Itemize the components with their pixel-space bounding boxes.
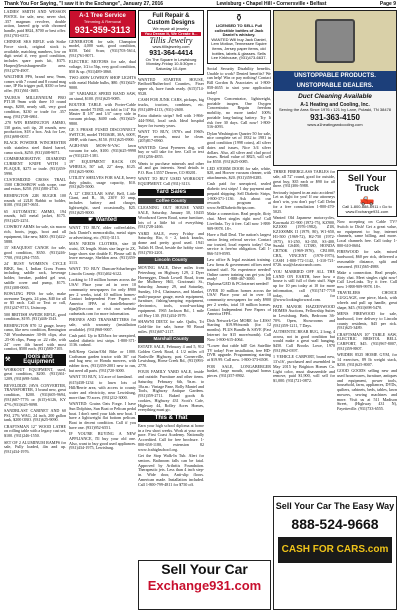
classified-ad: CUSTOMIZED CROSS TRAIL 1500 CROSSBOW with scope, case and extras, $250. (931)580-2730. [4,176,66,192]
licensed-ad[interactable]: ⚱ LICENSED TO SELL Full collectible bottles of Jack Daniel's whiskey. WANTED Will buy Jack Daniel, Lem Motlow, Tennessee Squire items, Jersey paper items, old bottles, labels & glasses. Sells Lee Kirkhouse, (931)473-6637. [207,10,271,64]
classified-ad: 19" EQUIPMENT RACK ON WHEELS, 50" tall, 22" deep, $125. (931)625-9090. [69,159,136,174]
classified-ad: Make a connection. Real people, flirty chat. Meet singles right now! Call LiveLinks. Try it free. Call now 1-888-909-9978. 18+. [337,269,397,290]
classified-ad: OVER 10 million homes across the USA! Place your ad in over 10 community newspapers for only $900 per 2 weeks, total 10 million homes. Contact Independent Free Papers of America IFPA. [207,287,271,317]
classified-ad: CRAFTSMAN 12" WOOD LATHE on rolling table with a legacy cast set, $100. (931)246-1550. [4,423,66,439]
classified-ad: WANT TO BUY Duncan-Scharberger Lincoln County. (931)462-6122. [69,266,136,277]
classified-ad: MOVING SALE, Drive miles from Petersburg on Highway 129, 2 Dyer Hoenegger, Dinah Lowell Road, from the Mulberry Hill, Cincinnati St., Saturday, January 29, and Saturday, Sunday, 10-4, Chainsaws, and blanket, multi-purpose gauge, mesh equipment, furniture, fishing/camping equipment, electronics, tools, wood-working equipment. 1965 Jackson Rd., 1 mile off Hwy 130. (931)434-1979. [138,265,204,318]
classified-ad: CHINESE SKS RIFLE with Strike Force stock, original stock is available, matching numbers, low on digit serial #, very good condition, includes spare parts kit, $375. Harper@lewisburgenville area. (931)270-4907. [4,39,66,73]
classified-ad: 24' BUSY WOMEN'S CYCLE BIKE, 6nr, I, Indian Cross Forms including saddle rack, beverage holder, breaker, padded gel seat, saddle cover and pump, $175. (931)308-0065. [4,260,66,290]
classified-ad: WANT TO BUY, 1/2 acre of farmland. [69,374,133,380]
classified-ad: WANT TO BUY USED WORKOUT EQUIPMENT. Call (931)-3113. [138,176,204,187]
classified-ad: 500 BRITISH SWEDE RIFLE, good condition, $195. (931)446-1543. [4,311,66,322]
classified-ad: MAN NEEDS CLOTHES, size 38 waist, 3X length. Shirts size large to 2X, large shoes size double E. Please call & leave message, Sheldon area. (931)359-3113. [69,241,136,266]
classified-ad: LADIES' SMITH AND WESSON PISTOL for sale, new, never shot, .357 magnum revolver, double action, lasered grip with chromed handle, paid $824, $700 or best offer. (931)703-6372. [4,10,66,38]
classified-ad: CLEANING OUT HOUSE YARD SALE, Saturday, January 30, 10435 Woodward Green Road, some furniture, lots of a little bit of everything. (931)728-2466. [138,205,204,230]
classified-ad: COMMEMORATIVE DIAMOND CURRENT KNIFE WITH 1 PLAQUE, $275 or trade. (931)359-5990. [4,156,66,176]
truck-icon: 🛻 [359,192,375,206]
classified-ad: AUTHENTIC BEAR RUG, 2 long, 4 across, not in good condition but would make a great wall hanging, $450. Call Brooks Lowe, 1970 (931)962-0397. [273,328,335,353]
wrench-icon: ⚒ [5,356,11,363]
jewelry-ad[interactable]: Full Repair & Custom Designs We repair all jewelry. You Dream It, We Create It... Tillis Jewelry www.tillisjewelry.com 931-364-4414 On The Square in Lewisburg Monday-Friday 10-5:30pm • Saturday 10-4pm [138,10,204,75]
cash-for-cars-logo: CASH FOR CARS.com [278,537,392,563]
classified-ad: 10" VARIABLE SPEED BAND SAW, on stand, $100. (931)625-9085. [69,90,136,101]
classified-ad: BLACK POWDER WINCHESTER with stainless steel fluted barrel, camo stock, $250. (931)308-9071. [4,140,66,155]
classified-ad: Get the Stop Walk-In Tub. Alert for seniors. Bathroom falls can be fatal. Approved by Arthritis Foundation. Therapeutic jets. Less than 4 inch step-in. Wide door, Anti-slip floors. American made. Installation included. Call 1-800-799-4811 for $750 off. [138,453,204,487]
classified-ad: REMINGTON 870 12 gauge, heavy camo, like new condition, Remington 740 Woodsmaster 30-06 clips, also .25-06 clips, Pump or .22 rifle, with 24" over 4th barrel with most comfort, $500 each. (931)580-7105. [4,322,66,352]
classified-ad: IF YOU'RE BUYING A NEW APPLIANCE, I'll buy your old one. Also, want to buy good used appliances. (931)434-1975, Lewisburg. [69,431,136,451]
section-tools: ⚒ Tools and Equipment [4,354,66,366]
classified-ad: 15' SEAQUEST CANOE for sale, good condition, $350. (931)246-7700, (931)294-7555. [4,245,66,260]
classified-ad: THREE FIBERGLASS TABLES for sale, all 72" round, good for outside, great buy, $35 each or $90 for all three. (931)306-5988. [273,170,335,189]
classified-ad: Dish Network-Get MORE for LESS! Starting $19.99/month (for 12 months). PLUS Bundle & SAVE (Fast Internet for $15 more/month). Call Now 1-800-615-4064. [207,317,271,342]
bottle-icon: ⚱ [234,13,244,24]
classified-ad: CASH FOR JUNK CARS, pickups, big trucks, tractors, combines, etc. (931)489-4113, (931)-2600. [138,97,204,112]
classified-ad: BOUTER TABLE with Porter-Cable router, model 7518D, on fold in 1/4" Bit Master II 1/8" and 1/4" carry side in vacuum pickup, $400 cash. (931)625-9800. [69,101,136,126]
classified-ad: ESTATE SALE, February 4 and 5, 912 Golden Creek Road, 4 1/2 miles off Nashville Highway, past Cornerville, Lewisburg, Horse Creek Rd., (931)993-2770. [138,344,204,369]
classified-ad: Now accepting on Cable TV? Switch to Dish! Get a great value, no equipment to buy, internet channels, same billing, and more. Local channels free. Call today 1-800-610-0604. [337,219,397,248]
classified-ad: (615)438-1234 to lawn lots of Hill/Berrie area, with access to county water and electricity, near Lewisburg, more than 70 acres. (931)212-3000. [69,380,136,400]
classified-ad: MENS FIREWOOD for sale, hardwood, free delivery to Lincoln county residents, $45 per rick. (931)625-3489. [337,311,397,331]
classified-ad: WANT TO BUY, 1970's and 1960's Player records, must be clean. (205)817-6960. [138,128,204,144]
classified-ad: WANTED: Great Pyrenees dog, will buy or will take for free. Call or text (931)256-4855. [138,144,204,160]
classified-ad: Wanted Old Japanese motorcycles, Kawasaki Z1-900 (1972-75), KZ900, KZ1000 (1976-1982), Z1R, KZ1000MK II (1979, 80), W1-650, H1-500 (1969-72), H2-750 (1972-1975), S1-250, S2-350, S3-400, Suzuki GS400, GT380, HONDA CB750K (1969-1976), CB1000, CBX, VINCENT (1970-1975), CASH 1-800-772-1142, 1-310-721-0726. usa@classicranch.com. [273,214,335,268]
classified-ad: Cash paid. Up to $25/box for unexpired, sealed diabetic test strips. 1-800-371-1136. cashnd. [69,332,136,348]
classified-ad: WANTED: Grains Oats Forge. I have Sun Dolphins, Sun Boat or Pelican pedal boat. I don't need your kids new boat. I have a lightweight flat bottom pelican. Boat in decent condition. Call if you have one. (931)952-6551. [69,401,136,430]
classified-ad: Seriously injured in an auto accident? Let us fight for you! If our attorneys don't win, you don't pay! Call Dehn for a free consultation 1-800-470-5025. [273,189,335,214]
subsection-lincoln: Lincoln County [138,257,204,264]
classified-ad: Have a Ball Deal. The nation's largest senior living referral service. Contact our trusted, local experts today! Our service is free/no obligation. Call 1-866-519-0595. [207,232,271,257]
column-2 [69,10,136,614]
classified-ad: SET OF 2 ALUMINUM RAMPS for sale, Fully loaded, 4in and up. (931)434-1976. [4,439,66,455]
sell-truck-ad[interactable]: Sell Your Truck 🛻 Call 1-800-888-6911 • Go to www.Exchange931.com [337,170,397,217]
classified-ad: Oxygen Concentrator, lightweight, portable inogen. One Oxygen Concentrator. Regain freedom mobility, no more tanks! 100% portable long-lasting battery. Try It risk free 30 days. Call now! 1-800-516-4093. [207,95,271,130]
classified-ad: Sell/Keep Guitar/Old Bike or 1000. Craftsman garden tractor with 36" cut and bag new, or Honda mowers, with rubber tires, (931)359-2001 new to run, but need all parts. (931)720-3000. [69,348,136,373]
sell-car-exchange-ad[interactable]: Sell Your Car Exchange931.com [138,560,271,610]
header-center: Lewisburg • Chapel Hill • Cornersville • Belfast [216,1,327,7]
classified-ad: SANDBLAST CABINET AND 60 PSI, 27% WAG, 24 inch, 200 gallon tank, $200 OBO. (931)625-9090. [4,407,66,423]
header-left: Thank You For Saying, "I saw it in the Exchange", January 27, 2016 [4,1,164,7]
classified-ad: WANTED STARTER HOUSE, Bedford/Rutherford Counties, Fixer upper ok, have funds ready. (615)714-9528. [138,76,204,96]
classified-ad: Wants to purchase minerals and other oil and gas interests. Send details to P.O. Box 13557 Denver, CO 80201. [138,160,204,176]
classified-ad: BOWLING PINS for sale, make awesome Targets, 24 pins, $40 for all or $5 each. Call or Text or call, (931)247-8713, Unincorp. [4,290,66,311]
classified-ad: 1 VEHICLE CARPORT, brand new, 13'x16', purchased and assembled in May 2015 by Brighton Homes Co. Light color, must disassemble and remove, paid $1,900, will sell for $1,000. (931)721-0872. [273,354,335,384]
classified-ad: PATE MANOR HAZZENWOOD HOMES Auctions, Fellowship Suites in Lewisburg. Beds, Bedroom 36-70% Open, Showrooms and (931)359-1211, 7 Days. [273,303,335,328]
classified-ad: YOU MARRIED OFF ALL THE LAND ON EARTH, here how a house is still full of their stuff. Sign up for 10 pm today at 10 for more information, call (931)747-7718 today, ask for @www.lookingforward.com. [273,268,335,303]
classified-ad: TWO 400W LOWBOY SHOP LIGHTS with metal Halide bulbs, $80. (931)625-9000. [69,75,136,90]
classified-ad: CRAFTSMAN 10" TABLE SAW, ELECTRIC BRISTOL BELL CARPORT, $45. (931)967-8007, (931)359-8807. [337,331,397,351]
classified-ad: FOUR FAMILY YARD SALE, inside and outside. Furniture and other items. Saturday, February 6th, 9a.m. to 10a.m.: Vintage Pane, Rolly Mantel and Tools, Highway Antique Gardens. (931)359-2711. Baked goods & cookies, Highway 431 Scott's Cafe, Highway 44, Rolley Acres Homes, everything must go. [138,369,204,413]
classified-ad: UTILITY SHELVES FOR SALE, heavy duty plastic, usage capacity, $10. (931)625-5000. [69,174,136,190]
column-3 [138,10,204,610]
classified-ad: TAURUS MILLENNIUM PRO PT138 9mm with three 10 round mags, $200, nearly still, very good condition, $230 or trade for .357 mag. (931)728-6861. [4,94,66,119]
column-1 [4,10,66,614]
classified-ad: GENERATOR for sale, Champion model, 4,000 watt, good condition, $350. Tahl Scarr, (931)703-5614, (931)761-8071. [69,38,136,58]
page-number: Page 9 [379,1,396,7]
classified-ad: Social Security Disability benefits. Unable to work? Denied benefits? We can help! Win or pay nothing! Contact Bill Gordon & Associates at 1-800-858-4655 to start your application today! [207,65,271,95]
classified-ad: GOOD GOODS selling new and used housewares, furniture, antiques and equipment, power tools, household, farm, appliances, DVDs, quilters, cabinets, beds, tables, lawn mowers, sewing machines and more. Visit us at 511 Madison Street, (Highway 431 N), Fayetteville. (931)733-6555. [337,368,397,412]
classified-ad: TRAVELERS CHOICE LUGGAGE, one piece, black, with wheels and pull up handle, great shape, $45. (931)698-5470. [337,290,397,310]
classified-ad: REMINGTON 22R RUGER 100 rounds of 22LR Rabbit ro bolder, $100. (931)307-0651. [4,192,66,208]
classified-ad: WEIDER 8525 HOME GYM, for 14 exercises, 89 lb weight stack, $250. (931)625-8007. [337,352,397,367]
cash-for-cars-ad[interactable]: Sell Your Car The Easy Way 888-524-9668 CASH FOR CARS.com [273,496,397,610]
classified-ad: LED STORM DOOR for sale, white, $20, and Hoover vacuum cleaner, with attachments, $20. (931)359-0285. [207,165,271,181]
classified-ad: SHAWNI DIETZ for sale. Quilts, Tri Gold-lite for sale, home 90 Broad miles. (931)607-2117. [138,319,204,334]
classified-ad: BEVELDIZE JAVA CONVERTER, TRANSPORTER, 3 brand new, great condition, $200. (931)605-9694, (931)607-7776 or (615)-6126, KY 47% (931)625-9098. [4,382,66,407]
classified-ad: Dylan Washington Quarter 50 for sale, nice complete set of 1832 to 1981 in good condition (1998 coins), all silver dates and issues, Nice 3/4 silver dollars. Also, all silver and clad proof issues. Retail value of $825, will sell for $550. (931)625-0085. [207,130,271,165]
tree-service-ad[interactable]: A-1 Tree Service Trimming & Removal 931-359-3113 [69,10,136,38]
section-yard-sales: Yard Sales [138,189,204,196]
classified-ad: GE 3 PHASE FUSED DISCONNECT SWITCH, model TH3363R, 30A, 600V, 20HP, with fuses, $150. (931)625-0900. [69,127,136,142]
classified-ad: AGRI-FAB MOW-N-VAC lawn vacuum for sale, $100. (931)625-9998 or (931)225-1381. [69,143,136,158]
heating-ad[interactable]: UNSTOPPABLE PRODUCTS. UNSTOPPABLE DEALERS. Duct Cleaning Available A-1 Heating and Cooling, Inc. Serving the Area Since 1976 • 121 Ivy Lane, Pulaski, TN 38478 931-363-4150 www.a1heatingandcooling.com [273,10,397,166]
classified-ad: Make a connection. Real people, flirty chat. Meet singles right now! Call Livelinks. Try it free. Call now 1-888-909-9978. 18+. [207,211,271,231]
classified-ad: WORKOUT EQUIPMENT, used, great condition, $200. (931)361-1209, (931)698-5466. [4,366,66,382]
section-this-that: This & That [138,415,204,422]
classified-ad: WALTHER PPS, brand new, 9mm, comes with 7 round and 8 round mag case, IP Bu trigger pull, $350 or best offer. (931)561-1605. [4,73,66,94]
section-wanted: ☛ Wanted [69,217,136,224]
classified-ad: WANT TO BUY, older coffee/tables, Jack Daniel's memorabilia, metal signs or advertising, etc. (931)-3113. [69,225,136,240]
classified-ad: 65 AUTOMATIC AMMO, 194 rounds, full metal jacket, $175. (931)425-2251. [4,208,66,224]
classified-ad: A 12" CIRCULAR SAW, Bell, Little Giant, and B., 36, 230V 10 amp, includes battery and charger, lightweight, used occasionally, $25. (931)625-8000. [69,190,136,215]
classified-ad: Extra diabetic strips? Sell with 1-866-444-5964, local cash. Ideal hospital buyer for twenty years. [138,113,204,128]
classified-ad: Cash paid for unexpired, sealed diabetic test strips! 1 day payment and prepaid shipping. Sell Diabetic Strips, 1-800-371-1136. Ask about our rewards program at www.SellDiabeticStrips.com. [207,181,271,211]
classified-ad: PHONES AND TRANSMITTERS for sale, with warranty (installation available). (931)968-9007. [69,317,136,332]
column-4 [207,10,271,610]
classified-ad: .270 WIN REMINGTON AMMO, 130 grain, soft tip, 20 rounds, new production, $18 a box. Ask for Lee, (931)698-0037. [4,119,66,140]
classified-ad: FIREWOOD for sale, mixed hardwood, $60 per rick, delivered a reasonable distance, split and seasoned. (931)565-4988. [337,249,397,269]
classified-ad: Looking to 10 million homes across the USA! Place your ad in over 10 community newspapers for only $900 per 2 weeks, total 10 million homes-Contact Independent Free Papers of America IFPA at danielleburnett-ifpa@live.com or visit our website cadnetads.com for more information. [69,277,136,316]
trane-unit-icon [274,11,396,71]
classified-ad: FOR SALE, LONGABERGER basket, large mouth, original bonus pieces. (931)357-8902. [207,363,271,379]
classified-ad: COWBOY ARMS for sale, six macro rich, boots, jeggs, boot and all equipment, like new, $400. (931)422-5888. [4,224,66,244]
classified-ad: YARD SALE, every Friday and Saturday, Rio, 6 - 2, knick knacks, dome and pretty good used. 1941 Tullah H. Deal, beside the hobby store. (931)703-2201. [138,230,204,255]
classified-ad: Earn your high school diploma at home in a few short weeks. Work at your own pace. First Coast Academy. Nationally Accredited. Call for free brochure. 1-800-658-1180, extension 82 www.fcahighschool.org. [138,422,204,452]
subsection-marshall: Marshall County [138,336,204,343]
classified-ad: ELECTRIC MOTORS for sale, dual voltage, 1/2 to 5hp, very good condition, $50 & up. (931)489-3860. [69,59,136,74]
classified-ad: Law office & legal assistant training. Law firms & government offices need trained staff. No experience needed! Online career training can get you job ready! 1-888-467-3000. HS Diploma/GED & PC/internet needed! [207,257,271,287]
wanted-icon: ☛ [88,217,94,224]
subsection-coffee: Coffee County [138,198,204,205]
page-header [4,1,396,8]
classified-ad: *Lower that cable bill! Get Satellite TV today! Free installation, free HD-DVR upgrade. Programming starting at $19.99. Call now. 1-800-373-6508. [207,342,271,363]
